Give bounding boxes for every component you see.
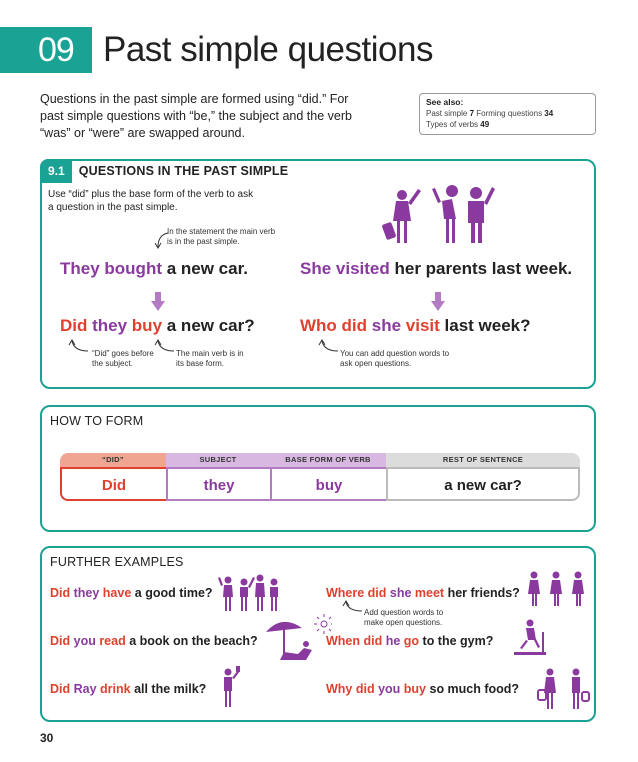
question-subject: she bbox=[367, 316, 402, 335]
ex-did: Did bbox=[50, 586, 71, 600]
note-arrow bbox=[154, 339, 176, 355]
arrow-down-icon bbox=[431, 292, 445, 312]
section-description: Use “did” plus the base form of the verb to ask a question in the past simple. bbox=[48, 189, 254, 213]
ex-did: When did bbox=[326, 634, 383, 648]
unit-number-badge: 09 bbox=[0, 27, 92, 73]
see-also-page: 49 bbox=[480, 120, 490, 129]
page-number: 30 bbox=[40, 731, 54, 745]
travel-couple-illustration bbox=[372, 183, 512, 253]
column-header-subject: SUBJECT bbox=[166, 453, 270, 467]
note-statement-past-simple: In the statement the main verb is in the past simple. bbox=[167, 227, 276, 246]
ex-rest: a book on the beach? bbox=[125, 634, 258, 648]
note-open-questions: You can add question words to ask open questions. bbox=[340, 349, 450, 368]
cell-verb: buy bbox=[270, 467, 386, 501]
example-4 bbox=[326, 586, 520, 600]
friends-meeting-illustration bbox=[526, 570, 590, 606]
section-title: QUESTIONS IN THE PAST SIMPLE bbox=[78, 164, 289, 178]
question-right bbox=[300, 316, 531, 336]
ex-verb: buy bbox=[400, 682, 427, 696]
see-also-link-forming-questions[interactable]: Forming questions bbox=[474, 109, 545, 118]
ex-rest: all the milk? bbox=[130, 682, 207, 696]
note-did-before-subject: “Did” goes before the subject. bbox=[92, 349, 154, 368]
note-arrow bbox=[68, 339, 90, 355]
example-1 bbox=[50, 586, 213, 600]
see-also-box bbox=[419, 93, 596, 135]
see-also-page: 34 bbox=[544, 109, 554, 118]
statement-left bbox=[60, 259, 248, 279]
ex-verb: read bbox=[95, 634, 126, 648]
shoppers-illustration bbox=[536, 666, 590, 712]
ex-did: Did bbox=[50, 634, 71, 648]
ex-verb: drink bbox=[96, 682, 131, 696]
ex-subject: she bbox=[386, 586, 412, 600]
example-5 bbox=[326, 634, 493, 648]
see-also-line-1 bbox=[426, 108, 589, 119]
question-rest: a new car? bbox=[162, 316, 255, 335]
see-also-page: 7 bbox=[469, 109, 475, 118]
statement-subject-verb: She visited bbox=[300, 259, 390, 278]
ex-did: Why did bbox=[326, 682, 375, 696]
cell-did: Did bbox=[60, 467, 166, 501]
statement-subject-verb: They bought bbox=[60, 259, 162, 278]
treadmill-runner-illustration bbox=[512, 618, 548, 658]
section-questions-past-simple bbox=[40, 159, 596, 389]
ex-subject: you bbox=[70, 634, 96, 648]
section-further-examples bbox=[40, 546, 596, 722]
ex-rest: a good time? bbox=[131, 586, 213, 600]
ex-verb: meet bbox=[411, 586, 445, 600]
ex-rest: her friends? bbox=[444, 586, 520, 600]
statement-rest: a new car. bbox=[161, 259, 248, 278]
ex-subject: Ray bbox=[70, 682, 97, 696]
note-arrow bbox=[342, 600, 364, 614]
ex-did: Did bbox=[50, 682, 71, 696]
ex-subject: you bbox=[374, 682, 401, 696]
question-did: Did bbox=[60, 316, 88, 335]
question-rest: last week? bbox=[439, 316, 531, 335]
ex-rest: to the gym? bbox=[419, 634, 494, 648]
column-header-did: “DID” bbox=[60, 453, 166, 467]
question-word-did: Who did bbox=[300, 316, 368, 335]
section-how-to-form bbox=[40, 405, 596, 532]
section-number: 9.1 bbox=[40, 159, 72, 183]
see-also-line-2 bbox=[426, 119, 589, 130]
note-arrow bbox=[318, 339, 340, 355]
note-arrow bbox=[152, 231, 172, 251]
question-verb: visit bbox=[401, 316, 440, 335]
see-also-link-types-of-verbs[interactable]: Types of verbs bbox=[426, 120, 481, 129]
column-header-rest: REST OF SENTENCE bbox=[386, 453, 580, 467]
note-base-form: The main verb is in its base form. bbox=[176, 349, 244, 368]
page-title: Past simple questions bbox=[103, 30, 433, 69]
section-title: FURTHER EXAMPLES bbox=[50, 555, 184, 569]
statement-rest: her parents last week. bbox=[389, 259, 573, 278]
arrow-down-icon bbox=[151, 292, 165, 312]
section-title: HOW TO FORM bbox=[50, 414, 144, 428]
ex-did: Where did bbox=[326, 586, 387, 600]
statement-right bbox=[300, 259, 572, 279]
party-people-illustration bbox=[218, 570, 282, 614]
section-tag bbox=[40, 159, 288, 183]
see-also-link-past-simple[interactable]: Past simple bbox=[426, 109, 470, 118]
example-6 bbox=[326, 682, 519, 696]
example-2 bbox=[50, 634, 258, 648]
note-add-question-words: Add question words to make open questions. bbox=[364, 608, 444, 627]
example-3 bbox=[50, 682, 206, 696]
ex-subject: he bbox=[382, 634, 401, 648]
ex-subject: they bbox=[70, 586, 100, 600]
intro-text: Questions in the past simple are formed using “did.” For past simple questions with “be,” the subject and the verb “was” or “were” are swapped around. bbox=[40, 92, 352, 140]
cell-subject: they bbox=[166, 467, 270, 501]
see-also-heading: See also: bbox=[426, 97, 464, 107]
person-drinking-illustration bbox=[218, 666, 242, 710]
ex-verb: go bbox=[400, 634, 420, 648]
column-header-base-verb: BASE FORM OF VERB bbox=[270, 453, 386, 467]
ex-verb: have bbox=[99, 586, 132, 600]
beach-reader-illustration bbox=[262, 614, 332, 666]
question-left bbox=[60, 316, 255, 336]
question-verb: buy bbox=[127, 316, 163, 335]
ex-rest: so much food? bbox=[426, 682, 520, 696]
question-subject: they bbox=[87, 316, 128, 335]
cell-rest: a new car? bbox=[386, 467, 580, 501]
